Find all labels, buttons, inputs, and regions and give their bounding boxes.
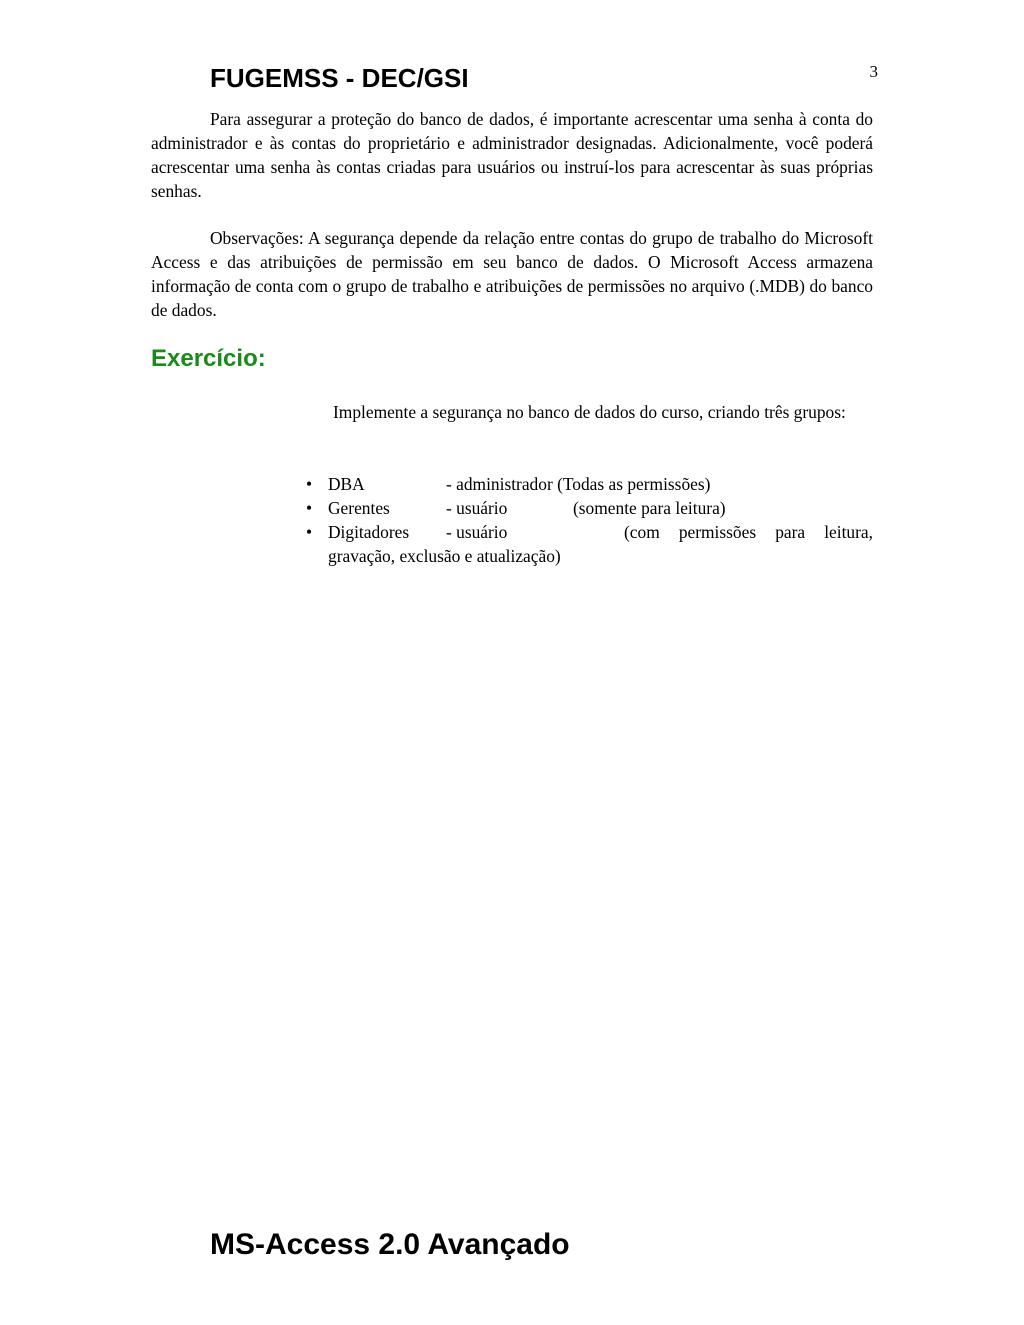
desc-word: permissões bbox=[678, 522, 757, 542]
group-description bbox=[624, 520, 873, 544]
bullet-icon: • bbox=[306, 498, 313, 518]
group-description: (somente para leitura) bbox=[573, 498, 726, 518]
group-role: - usuário bbox=[446, 498, 508, 518]
list-item-dba bbox=[304, 472, 873, 496]
list-item-gerentes bbox=[304, 496, 873, 520]
group-name: Gerentes bbox=[328, 498, 390, 518]
list-item-digitadores bbox=[304, 520, 873, 568]
header-title: FUGEMSS - DEC/GSI bbox=[210, 63, 469, 93]
desc-word: leitura, bbox=[824, 522, 873, 542]
group-line bbox=[328, 520, 873, 544]
desc-word: (com bbox=[624, 522, 660, 542]
bullet-icon: • bbox=[306, 522, 313, 542]
paragraph-observations: Observações: A segurança depende da relação entre contas do grupo de trabalho do Microsoft Access e das atribuições de permissão em seu banco de dados. O Microsoft Access armazena informação de conta com o grupo de trabalho e atribuições de permissões no arquivo (.MDB) do banco de dados. bbox=[151, 228, 873, 320]
exercise-heading: Exercício: bbox=[151, 345, 266, 372]
group-name: Digitadores bbox=[328, 522, 410, 542]
exercise-intro: Implemente a segurança no banco de dados do curso, criando três grupos: bbox=[333, 402, 846, 422]
footer-title: MS-Access 2.0 Avançado bbox=[210, 1228, 570, 1261]
group-description: (Todas as permissões) bbox=[557, 474, 711, 494]
group-name: DBA bbox=[328, 474, 365, 494]
group-role: - usuário bbox=[446, 522, 508, 542]
group-description-continuation: gravação, exclusão e atualização) bbox=[328, 546, 561, 566]
desc-word: para bbox=[775, 522, 806, 542]
group-list bbox=[304, 472, 873, 568]
group-role: - administrador bbox=[446, 474, 553, 494]
page-number: 3 bbox=[869, 62, 878, 81]
paragraph-password-security: Para assegurar a proteção do banco de dados, é importante acrescentar uma senha à conta do administrador e às contas do proprietário e administrador designadas. Adicionalmente, você poderá acrescentar uma senha às contas criadas para usuários ou instruí-los para acrescentar às suas próprias senhas. bbox=[151, 109, 873, 201]
bullet-icon: • bbox=[306, 474, 313, 494]
